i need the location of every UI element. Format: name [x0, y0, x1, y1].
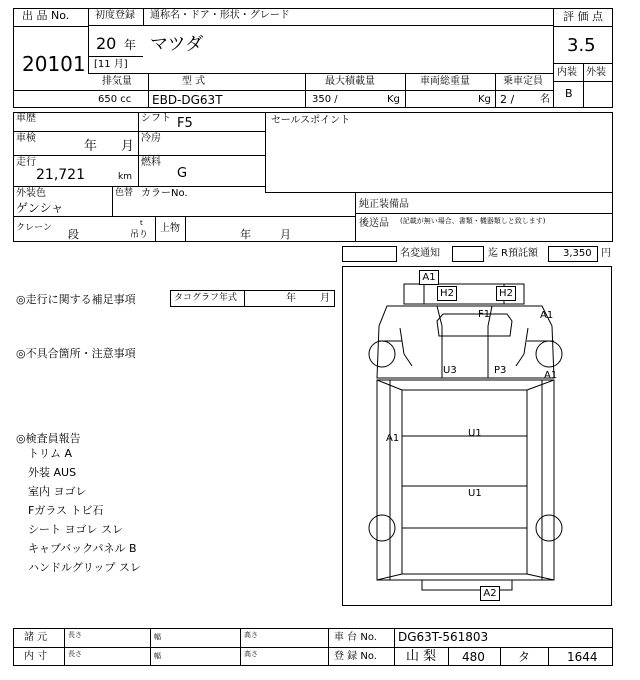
color-label: 外装色 — [16, 188, 46, 199]
model-value: EBD-DG63T — [152, 93, 223, 107]
inspection-month: 月 — [121, 139, 135, 154]
gross-weight-label: 車両総重量 — [420, 76, 470, 87]
mark-a1-front: A1 — [419, 270, 439, 285]
mark-u3-cab: U3 — [443, 365, 457, 376]
sales-point-label: セールスポイント — [271, 115, 351, 126]
color-change-label: 色替 — [115, 188, 134, 198]
inspector-line: シート ヨゴレ スレ — [28, 523, 123, 536]
crane-ton: t — [140, 219, 143, 227]
first-registration-month: [11 月] — [94, 59, 128, 70]
specs-label: 諸 元 — [24, 632, 48, 643]
shift-label: シフト — [141, 113, 171, 124]
first-registration-year: 20 — [96, 34, 117, 53]
color-no-label: カラーNo. — [141, 188, 188, 199]
car-name-label: 通称名・ドア・形状・グレード — [150, 10, 290, 21]
upper-month: 月 — [280, 228, 291, 241]
tachograph-month: 月 — [320, 293, 330, 304]
capacity-label: 乗車定員 — [503, 76, 543, 87]
inspection-label: 車検 — [16, 133, 36, 144]
width-label: 幅 — [154, 633, 161, 641]
mark-h2-right: H2 — [496, 286, 516, 301]
interior-grade: B — [565, 87, 573, 100]
crane-step: 段 — [68, 228, 79, 241]
interior-label: 内装 — [557, 67, 577, 78]
inspection-year: 年 — [84, 139, 98, 154]
car-name: マツダ — [150, 34, 204, 55]
auction-sheet-header — [13, 8, 613, 108]
exterior-label: 外装 — [586, 67, 606, 78]
mark-a1-side-right: A1 — [544, 370, 558, 381]
max-load-unit: Kg — [387, 94, 400, 105]
deposit-unit: 円 — [601, 248, 611, 259]
mark-a1-bed-left: A1 — [386, 433, 400, 444]
max-load-value: 350 / — [312, 94, 338, 105]
mark-a1-cab-right: A1 — [540, 310, 554, 321]
inspector-line: Fガラス トビ石 — [28, 504, 104, 517]
mileage-label: 走行 — [16, 157, 36, 168]
registration-number: 1644 — [567, 650, 598, 664]
gross-weight-unit: Kg — [478, 94, 491, 105]
grade-value: 3.5 — [567, 35, 596, 56]
mark-u1-bed-bottom: U1 — [468, 488, 482, 499]
lot-number: 20101 — [22, 52, 86, 76]
color-value: ゲンシャ — [16, 201, 64, 215]
grade-label: 評 価 点 — [563, 10, 603, 23]
length-label: 長さ — [68, 650, 82, 658]
height-label: 高さ — [244, 631, 258, 639]
mark-u1-bed-top: U1 — [468, 428, 482, 439]
inspector-line: ハンドルグリップ スレ — [28, 561, 141, 574]
mark-a2-rear: A2 — [480, 586, 500, 601]
displacement-label: 排気量 — [102, 76, 132, 87]
length-label: 長さ — [68, 631, 82, 639]
first-registration-label: 初度登録 — [95, 10, 135, 21]
fuel-label: 燃料 — [141, 157, 161, 168]
displacement-value: 650 cc — [98, 94, 132, 105]
mileage-value: 21,721 — [36, 167, 85, 183]
size-label: 内 寸 — [24, 651, 48, 662]
fuel-value: G — [177, 166, 188, 181]
tachograph-label: タコグラフ年式 — [174, 293, 238, 303]
defects-title: ◎不具合箇所・注意事項 — [16, 347, 136, 360]
name-change-box-right — [452, 246, 484, 262]
model-label: 型 式 — [182, 76, 206, 87]
inspector-report-title: ◎検査員報告 — [16, 432, 81, 445]
mark-p3-cab: P3 — [494, 365, 507, 376]
mark-h2-left: H2 — [437, 286, 457, 301]
chassis-number: DG63T-561803 — [398, 630, 489, 644]
registration-class: 480 — [462, 650, 485, 664]
shift-value: F5 — [177, 116, 193, 131]
name-change-box-left — [342, 246, 397, 262]
delivery-label: 後送品 — [359, 218, 389, 229]
tachograph-year: 年 — [286, 293, 296, 304]
crane-label: クレーン — [16, 223, 52, 233]
inspector-line: 室内 ヨゴレ — [28, 485, 87, 498]
inspector-line: トリム A — [28, 447, 73, 460]
history-label: 車歴 — [16, 113, 36, 124]
max-load-label: 最大積載量 — [325, 76, 375, 87]
name-change-label: 名変通知 — [400, 248, 440, 259]
registration-label: 登 録 No. — [334, 651, 377, 662]
standard-equipment-label: 純正装備品 — [359, 199, 409, 210]
registration-kana: タ — [518, 650, 531, 664]
registration-region: 山 梨 — [406, 649, 437, 664]
mileage-unit: km — [118, 172, 132, 182]
delivery-note: (記載が無い場合、書類・機器類しと致します) — [400, 217, 546, 225]
mark-f1-windshield: F1 — [478, 309, 491, 320]
deposit-label: R預託額 — [501, 248, 538, 259]
capacity-unit: 名 — [540, 94, 550, 105]
chassis-label: 車 台 No. — [334, 632, 377, 643]
height-label: 高さ — [244, 650, 258, 658]
upper-year: 年 — [240, 228, 251, 241]
deposit-value: 3,350 — [563, 248, 592, 259]
crane-hang: 吊り — [130, 230, 149, 240]
ac-label: 冷房 — [141, 133, 161, 144]
width-label: 幅 — [154, 652, 161, 660]
driving-notes-title: ◎走行に関する補足事項 — [16, 293, 136, 306]
deposit-prefix: 迄 — [488, 248, 498, 259]
capacity-value: 2 / — [500, 93, 515, 106]
year-unit: 年 — [124, 38, 137, 52]
inspector-line: キャブバックパネル B — [28, 542, 137, 555]
upper-label: 上物 — [160, 223, 180, 234]
lot-number-label: 出 品 No. — [22, 9, 70, 22]
inspector-line: 外装 AUS — [28, 466, 77, 479]
